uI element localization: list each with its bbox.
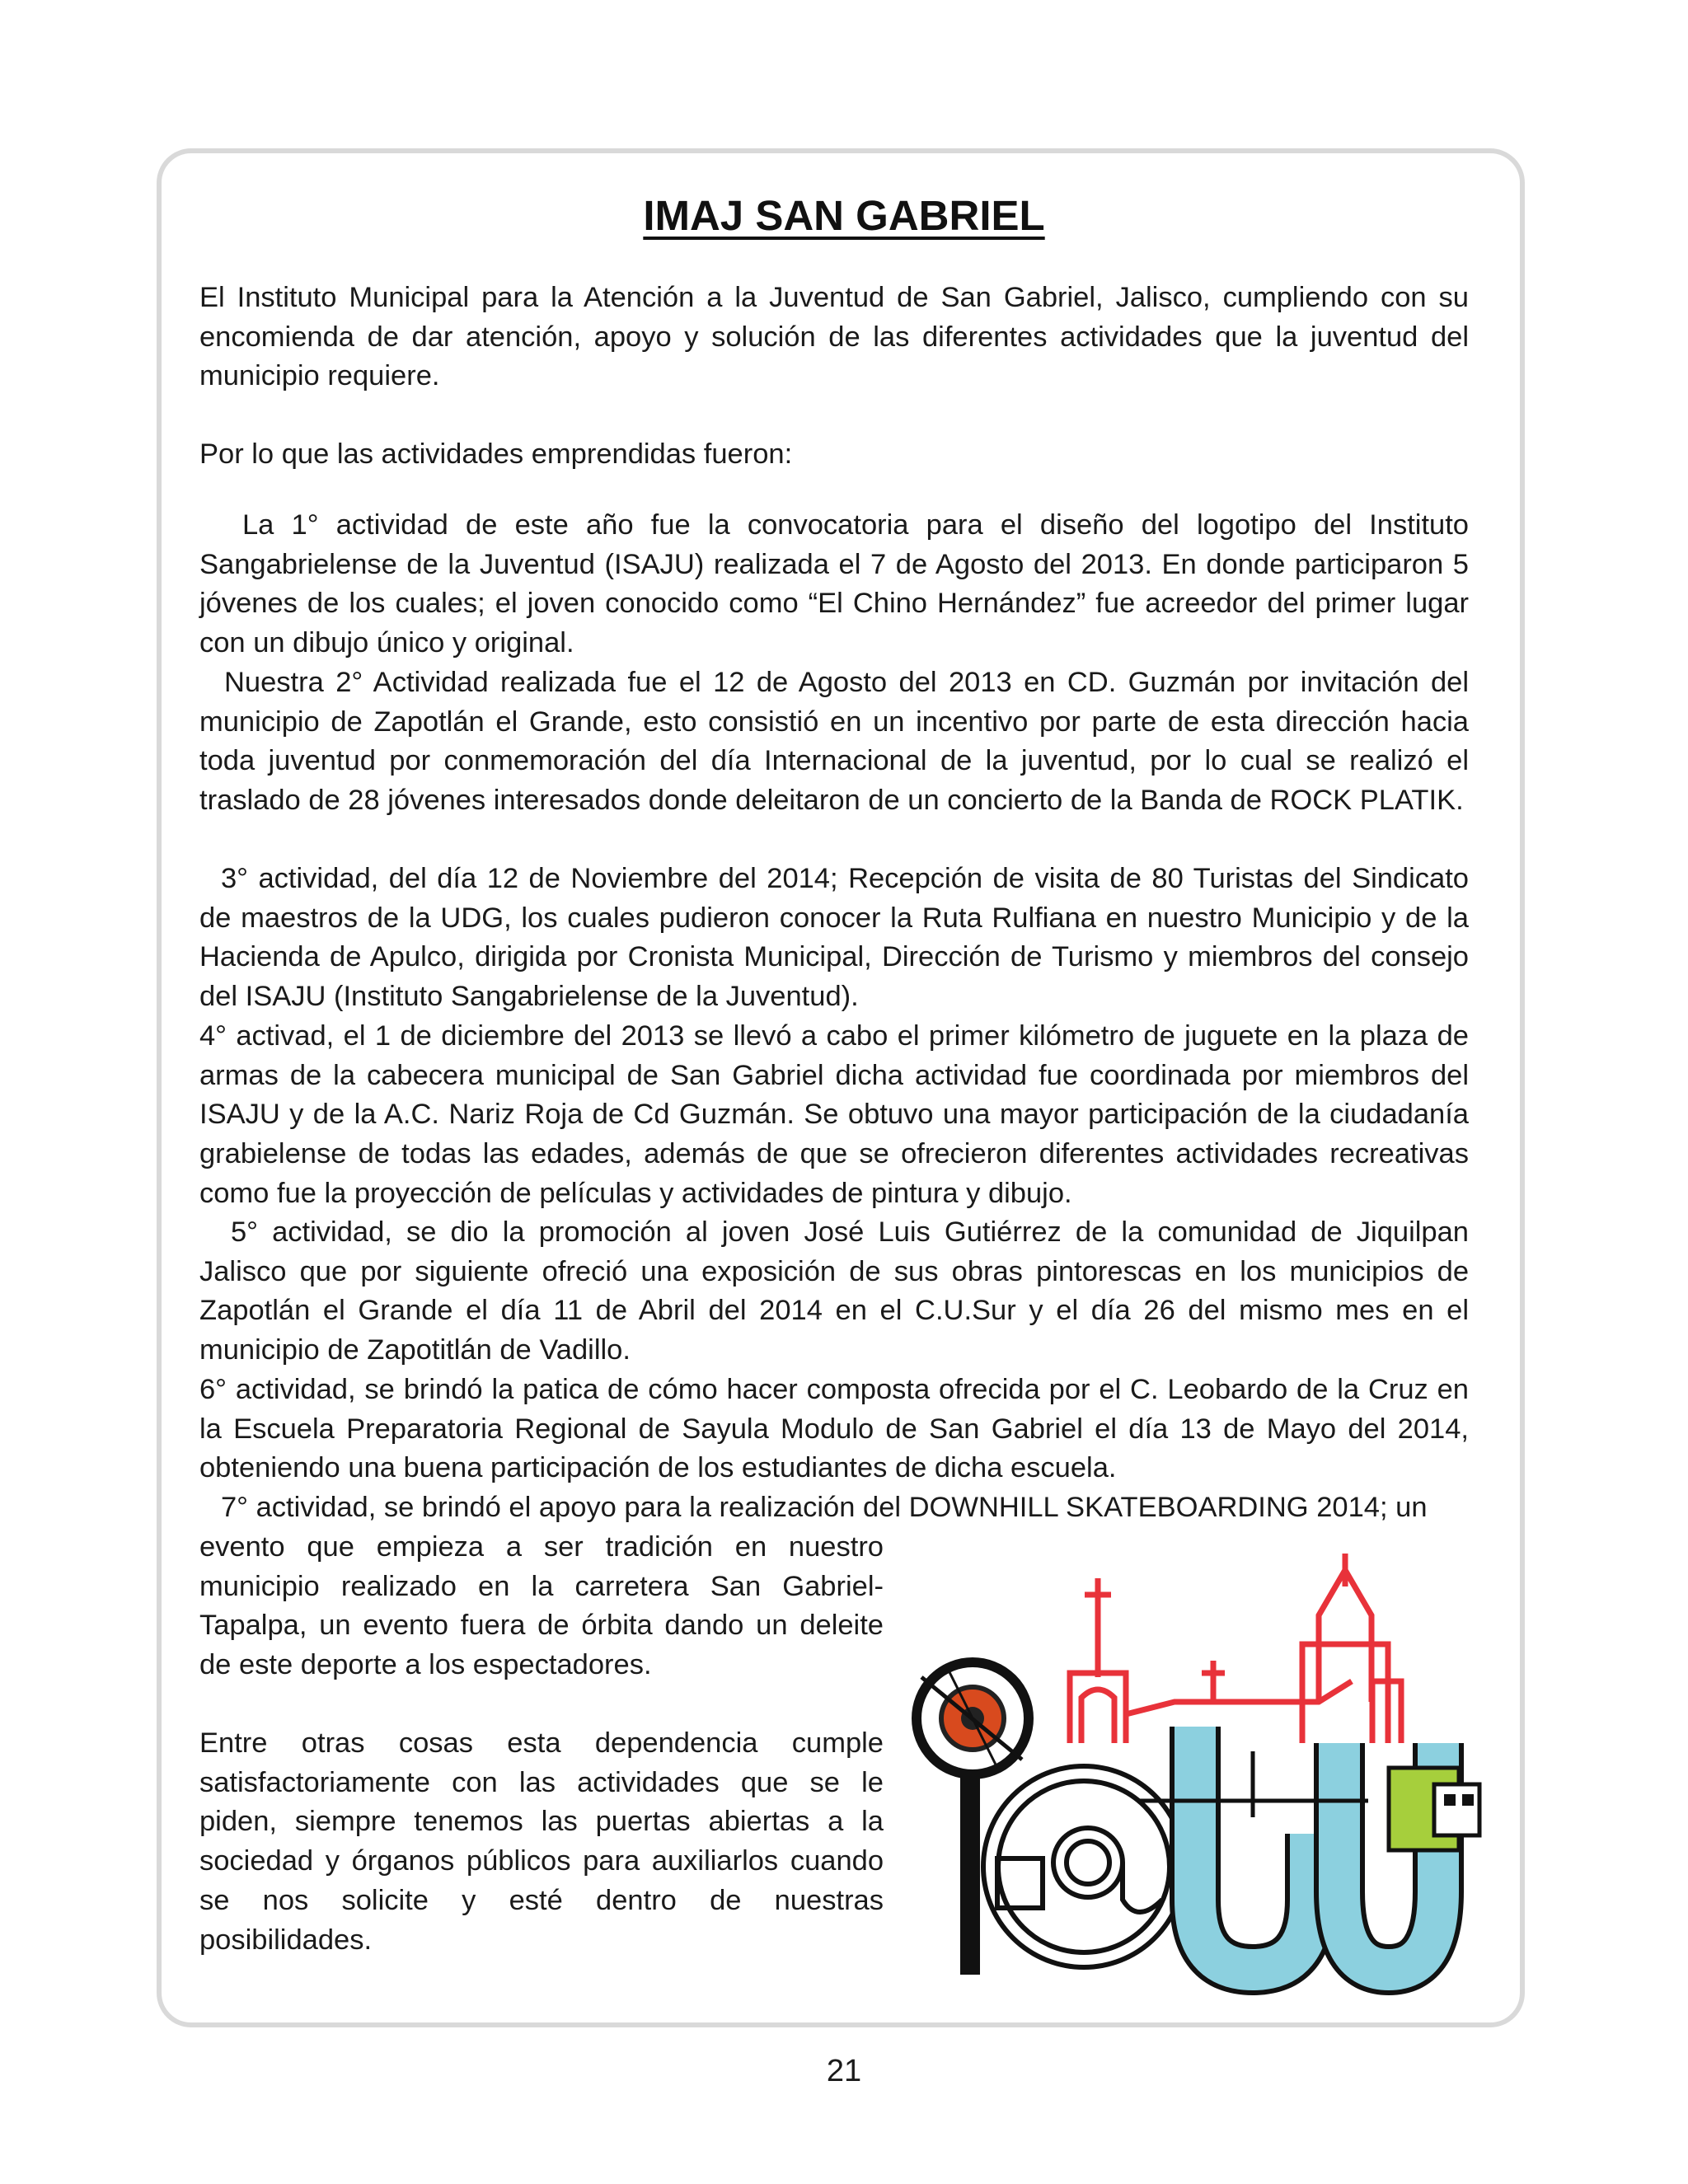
intro-paragraph: El Instituto Municipal para la Atención a la Juventud de San Gabriel, Jalisco, cumpliendo con su encomienda de dar atención, apoyo y solución de las diferentes actividades que la juventud del municipio requiere. <box>199 282 1469 392</box>
usb-connector-icon <box>1389 1768 1479 1850</box>
activity-5: 5° actividad, se dio la promoción al joven José Luis Gutiérrez de la comunidad de Jiquilpan Jalisco que por siguiente ofreció una exposición de sus obras pintorescas en los municipios de Zapotlán el Grande el día 11 de Abril del 2014 en el C.U.Sur y el día 26 del mismo mes en el municipio de Zapotitlán de Vadillo. <box>199 1216 1469 1366</box>
at-symbol-icon <box>983 1766 1184 1967</box>
activity-7-first-line: 7° actividad, se brindó el apoyo para la realización del DOWNHILL SKATEBOARDING 2014; un <box>221 1492 1428 1523</box>
page-number: 21 <box>826 2054 862 2088</box>
isaju-logo <box>890 1537 1492 2007</box>
lead-paragraph: Por lo que las actividades emprendidas fueron: <box>199 438 793 470</box>
activity-3: 3° actividad, del día 12 de Noviembre del 2014; Recepción de visita de 80 Turistas del Sindicato de maestros de la UDG, los cuales pudieron conocer la Ruta Rulfiana en nuestro Municipio y de la Hacienda de Apulco, dirigida por Cronista Municipal, Dirección de Turismo y miembros del consejo del ISAJU (Instituto Sangabrielense de la Juventud). <box>199 863 1469 1013</box>
page-title: IMAJ SAN GABRIEL <box>643 192 1045 239</box>
activity-6: 6° actividad, se brindó la patica de cómo hacer composta ofrecida por el C. Leobardo de la Cruz en la Escuela Preparatoria Regional de Sayula Modulo de San Gabriel el día 13 de Mayo del 2014, obteniendo una buena participación de los estudiantes de dicha escuela. <box>199 1374 1469 1484</box>
church-skyline-icon <box>1070 1554 1401 1743</box>
closing-paragraph: Entre otras cosas esta dependencia cumple satisfactoriamente con las actividades que se le piden, siempre tenemos las puertas abiertas a la sociedad y órganos públicos para auxiliarlos cuando se nos solicite y esté dentro de nuestras posibilidades. <box>199 1727 884 1956</box>
activity-7: evento que empieza a ser tradición en nuestro municipio realizado en la carretera San Gabriel-Tapalpa, un evento fuera de órbita dando un deleite de este deporte a los espectadores. <box>199 1531 884 1681</box>
activity-4: 4° activad, el 1 de diciembre del 2013 se llevó a cabo el primer kilómetro de juguete en la plaza de armas de la cabecera municipal de San Gabriel dicha actividad fue coordinada por miembros del ISAJU y de la A.C. Nariz Roja de Cd Guzmán. Se obtuvo una mayor participación de la ciudadanía grabielense de todas las edades, además de que se ofrecieron diferentes actividades recreativas como fue la proyección de películas y actividades de pintura y dibujo. <box>199 1020 1469 1209</box>
activity-1: La 1° actividad de este año fue la convocatoria para el diseño del logotipo del Instituto Sangabrielense de la Juventud (ISAJU) realizada el 7 de Agosto del 2013. En donde participaron 5 jóvenes de los cuales; el joven conocido como “El Chino Hernández” fue acreedor del primer lugar con un dibujo único y original. <box>199 509 1469 659</box>
activity-2: Nuestra 2° Actividad realizada fue el 12 de Agosto del 2013 en CD. Guzmán por invitación del municipio de Zapotlán el Grande, esto consistió en un incentivo por parte de esta dirección hacia toda juventud por conmemoración del día Internacional de la juventud, por lo cual se realizó el traslado de 28 jóvenes interesados donde deleitaron de un concierto de la Banda de ROCK PLATIK. <box>199 667 1469 817</box>
